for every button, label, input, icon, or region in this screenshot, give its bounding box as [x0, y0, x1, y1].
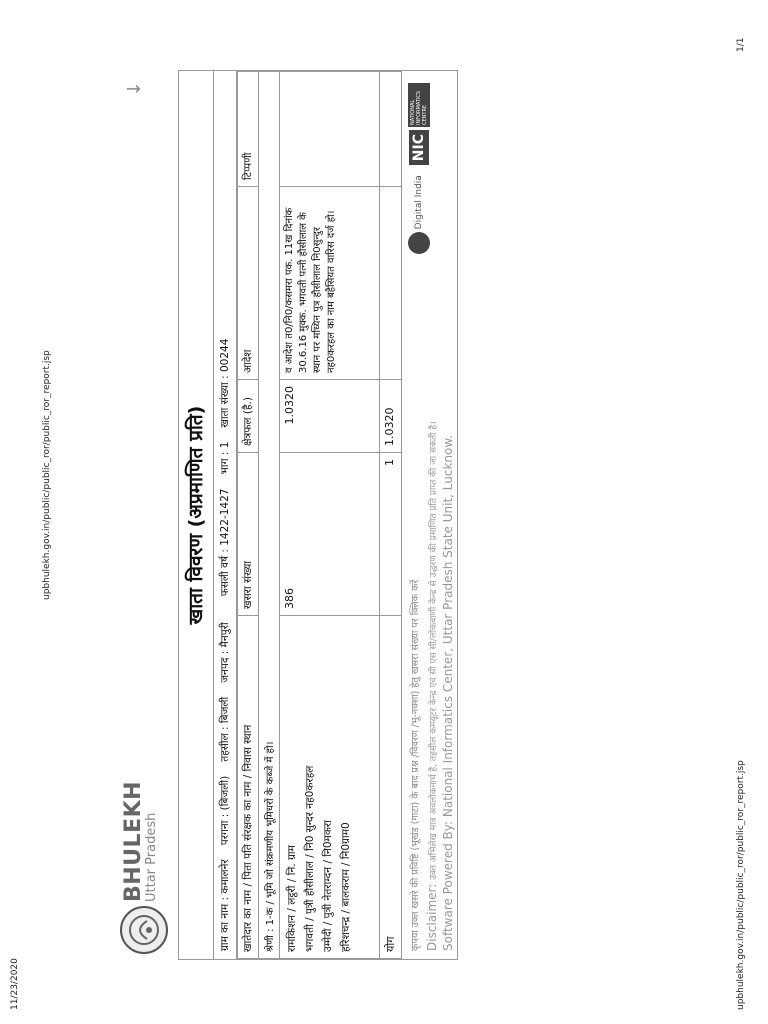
page-number: 1/1 — [736, 37, 746, 52]
disclaimer-label: Disclaimer: — [425, 883, 439, 951]
report-footer — [402, 71, 461, 959]
order-text: व आदेश त0/नि0/कसमरा पक. 11ख दिनांक 30.6.16 मुक्क. भगवती पत्नी हौसीलाल के स्थान पर मध्यिन पुत्र हौसीलाल नि0सुन्दुर नह0करहल का नाम बहैसियत वारिस दर्ज हो। — [280, 187, 380, 380]
total-area: 1.0320 — [380, 380, 402, 453]
brand-state: Uttar Pradesh — [144, 812, 160, 902]
owner-line: रामकिशन / लट्ठरी / नि. ग्राम — [286, 845, 298, 952]
footer-note: कृपया उक्त खसरे की प्रविष्टि (भूखंड (गाटा) के बाद प्रश्न /विवरण /भू-नक्शा) हेतु खसरा संख्या पर क्लिक करें — [410, 579, 421, 951]
nic-mark: NIC — [409, 130, 429, 165]
meta-khata-no: खाता संख्या : 00244 — [219, 338, 231, 428]
logo-row — [118, 70, 168, 960]
table-row — [280, 72, 380, 959]
powered-by: Software Powered By: National Informatics Center, Uttar Pradesh State Unit, Lucknow. — [441, 435, 455, 951]
print-date: 11/23/2020 — [10, 958, 20, 1010]
owner-line: हरिशचन्द्र / बालकराम / नि0ग्राम0 — [340, 822, 352, 952]
total-row — [380, 72, 402, 959]
total-label: योग — [380, 616, 402, 959]
print-url-top: upbhulekh.gov.in/public/public_ror/public_ror_report.jsp — [42, 350, 52, 600]
meta-fasli-year: फसली वर्ष : 1422-1427 — [219, 488, 231, 597]
owners-cell — [280, 616, 380, 959]
header-khasra: खसरा संख्या — [238, 453, 259, 616]
report-meta — [214, 71, 237, 959]
category-row — [259, 72, 280, 959]
footer-logos — [408, 83, 430, 254]
owner-line: भगवती / पुत्री हौसीलाल / नि0 सुन्दर नह0करहल — [304, 765, 316, 952]
disclaimer-text: उक्त अभिलेख मात्र अवलोकनार्थ है, तहसील कम्प्यूटर केन्द्र एवं सी एस सी/लोकवाणी केन्द्र से उद्धरण की प्रमाणित प्रति प्राप्त की जा सकती है। — [429, 421, 439, 880]
digital-india-logo — [408, 175, 430, 254]
meta-tehsil: तहसील : बिजली — [219, 696, 231, 762]
total-count: 1 — [380, 453, 402, 616]
meta-pargana: परगना : (बिजली) — [219, 775, 231, 846]
brand — [122, 781, 159, 902]
report-title: खाता विवरण (अप्रमाणित प्रति) — [179, 71, 214, 959]
digital-india-text: Digital India — [414, 175, 424, 230]
remark-text — [280, 72, 380, 187]
header-owner: खातेदार का नाम / पिता पति संरक्षक का नाम / निवास स्थान — [238, 616, 259, 959]
category-text: श्रेणी : 1-क / भूमि जो संक्रमणीय भूमिधरों के कब्जे में हो। — [259, 72, 280, 959]
state-emblem-icon — [120, 906, 168, 954]
brand-name: BHULEKH — [121, 780, 146, 902]
khasra-link[interactable]: 386 — [280, 453, 380, 616]
report-box — [178, 70, 458, 960]
meta-village: ग्राम का नाम : कमालनेर — [219, 859, 231, 951]
print-url-bottom: upbhulekh.gov.in/public/public_ror/public_ror_report.jsp — [736, 760, 746, 1010]
header-area: क्षेत्रफल (है.) — [238, 380, 259, 453]
meta-district: जनपद : मैनपुरी — [219, 622, 231, 683]
nic-logo — [408, 83, 430, 165]
table-header-row — [238, 72, 259, 959]
owner-line: उम्मेदी / पुत्री नेतराम्दन / नि0मकरा — [322, 820, 334, 952]
khata-table — [237, 71, 402, 959]
meta-bhag: भाग : 1 — [219, 441, 231, 475]
nic-full-name: NATIONAL INFORMATICS CENTRE — [408, 83, 430, 127]
download-icon[interactable]: ↓ — [124, 81, 145, 97]
header-order: आदेश — [238, 187, 259, 380]
digital-india-icon — [408, 232, 430, 254]
area-value: 1.0320 — [280, 380, 380, 453]
report-sheet — [118, 70, 458, 960]
header-remark: टिप्पणी — [238, 72, 259, 187]
